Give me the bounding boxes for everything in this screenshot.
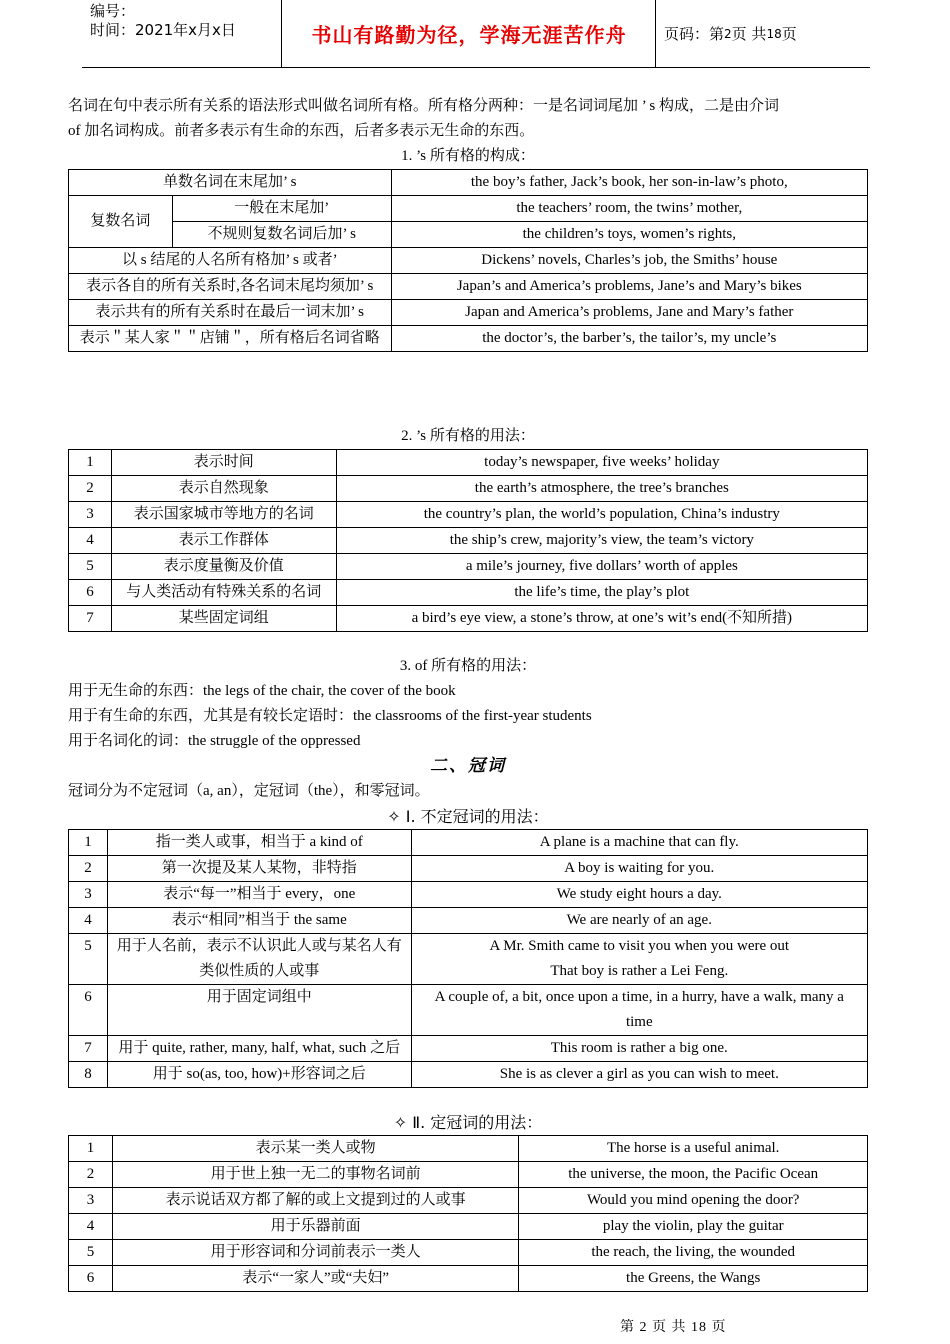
definite-table: [68, 1135, 868, 1292]
intro-paragraph: 名词在句中表示所有关系的语法形式叫做名词所有格。所有格分两种：一是名词词尾加 ’ s 构成，二是由介词 of 加名词构成。前者多表示有生命的东西，后者多表示无生命的东西。: [68, 98, 779, 139]
table-row: 1 表示时间 today’s newspaper, five weeks’ holiday: [69, 450, 868, 476]
table-row: 3 表示说话双方都了解的或上文提到过的人或事 Would you mind opening the door?: [69, 1188, 868, 1214]
table-row: 5 用于人名前，表示不认识此人或与某名人有类似性质的人或事 A Mr. Smith came to visit you when you were out That boy is rather a Lei Feng.: [69, 934, 868, 985]
page-header: [82, 0, 870, 68]
s-formation-table: [68, 169, 868, 352]
table-row: 表示各自的所有关系时,各名词末尾均须加’ s Japan’s and America’s problems, Jane’s and Mary’s bikes: [69, 274, 868, 300]
table-row: 以 s 结尾的人名所有格加’ s 或者’ Dickens’ novels, Charles’s job, the Smiths’ house: [69, 248, 868, 274]
header-page-info: 页码：第 2 页 共 18 页: [664, 25, 797, 43]
s-formation-title: 1. ’s 所有格的构成：: [401, 148, 535, 164]
table-row: 2 第一次提及某人某物，非特指 A boy is waiting for you.: [69, 856, 868, 882]
table-row: 7 用于 quite, rather, many, half, what, such 之后 This room is rather a big one.: [69, 1036, 868, 1062]
articles-heading: 二、冠词: [430, 756, 506, 775]
of-usage-title: 3. of 所有格的用法：: [399, 658, 537, 674]
indefinite-title: ✧ Ⅰ. 不定冠词的用法：: [387, 807, 549, 826]
table-row: 4 表示“相同”相当于 the same We are nearly of an age.: [69, 908, 868, 934]
header-motto: 书山有路勤为径，学海无涯苦作舟: [283, 0, 656, 67]
s-usage-title: 2. ’s 所有格的用法：: [401, 428, 535, 444]
table-row: 复数名词 一般在末尾加’ the teachers’ room, the twins’ mother,: [69, 196, 868, 222]
table-row: 2 用于世上独一无二的事物名词前 the universe, the moon, the Pacific Ocean: [69, 1162, 868, 1188]
of-usage-line: 用于名词化的词：the struggle of the oppressed: [68, 733, 361, 749]
time-label: 时间：2021年x月x日: [90, 21, 236, 39]
table-row: 3 表示国家城市等地方的名词 the country’s plan, the world’s population, China’s industry: [69, 502, 868, 528]
table-row: 5 表示度量衡及价值 a mile’s journey, five dollars’ worth of apples: [69, 554, 868, 580]
number-label: 编号：: [90, 2, 136, 20]
of-usage-line: 用于无生命的东西：the legs of the chair, the cover of the book: [68, 683, 456, 699]
header-meta: [82, 0, 282, 67]
table-row: 5 用于形容词和分词前表示一类人 the reach, the living, the wounded: [69, 1240, 868, 1266]
table-row: 表示共有的所有关系时在最后一词末加’ s Japan and America’s problems, Jane and Mary’s father: [69, 300, 868, 326]
table-row: 1 指一类人或事，相当于 a kind of A plane is a machine that can fly.: [69, 830, 868, 856]
table-row: 单数名词在末尾加’ s the boy’s father, Jack’s book, her son-in-law’s photo,: [69, 170, 868, 196]
table-row: 表示＂某人家＂＂店铺＂，所有格后名词省略 the doctor’s, the barber’s, the tailor’s, my uncle’s: [69, 326, 868, 352]
definite-title: ✧ Ⅱ. 定冠词的用法：: [393, 1113, 543, 1132]
table-row: 2 表示自然现象 the earth’s atmosphere, the tree’s branches: [69, 476, 868, 502]
page-footer: 第 2 页 共 18 页: [620, 1320, 727, 1335]
s-usage-table: [68, 449, 868, 632]
table-row: 4 表示工作群体 the ship’s crew, majority’s view, the team’s victory: [69, 528, 868, 554]
table-row: 1 表示某一类人或物 The horse is a useful animal.: [69, 1136, 868, 1162]
table-row: 6 用于固定词组中 A couple of, a bit, once upon a time, in a hurry, have a walk, many a time: [69, 985, 868, 1036]
table-row: 8 用于 so(as, too, how)+形容词之后 She is as clever a girl as you can wish to meet.: [69, 1062, 868, 1088]
table-row: 6 与人类活动有特殊关系的名词 the life’s time, the play’s plot: [69, 580, 868, 606]
table-row: 6 表示“一家人”或“夫妇” the Greens, the Wangs: [69, 1266, 868, 1292]
table-row: 3 表示“每一”相当于 every，one We study eight hours a day.: [69, 882, 868, 908]
table-row: 4 用于乐器前面 play the violin, play the guitar: [69, 1214, 868, 1240]
table-row: 不规则复数名词后加’ s the children’s toys, women’s rights,: [69, 222, 868, 248]
of-usage-line: 用于有生命的东西，尤其是有较长定语时：the classrooms of the first-year students: [68, 708, 592, 724]
table-row: 7 某些固定词组 a bird’s eye view, a stone’s throw, at one’s wit’s end(不知所措): [69, 606, 868, 632]
articles-intro: 冠词分为不定冠词（a, an），定冠词（the），和零冠词。: [68, 783, 430, 799]
indefinite-table: [68, 829, 868, 1088]
